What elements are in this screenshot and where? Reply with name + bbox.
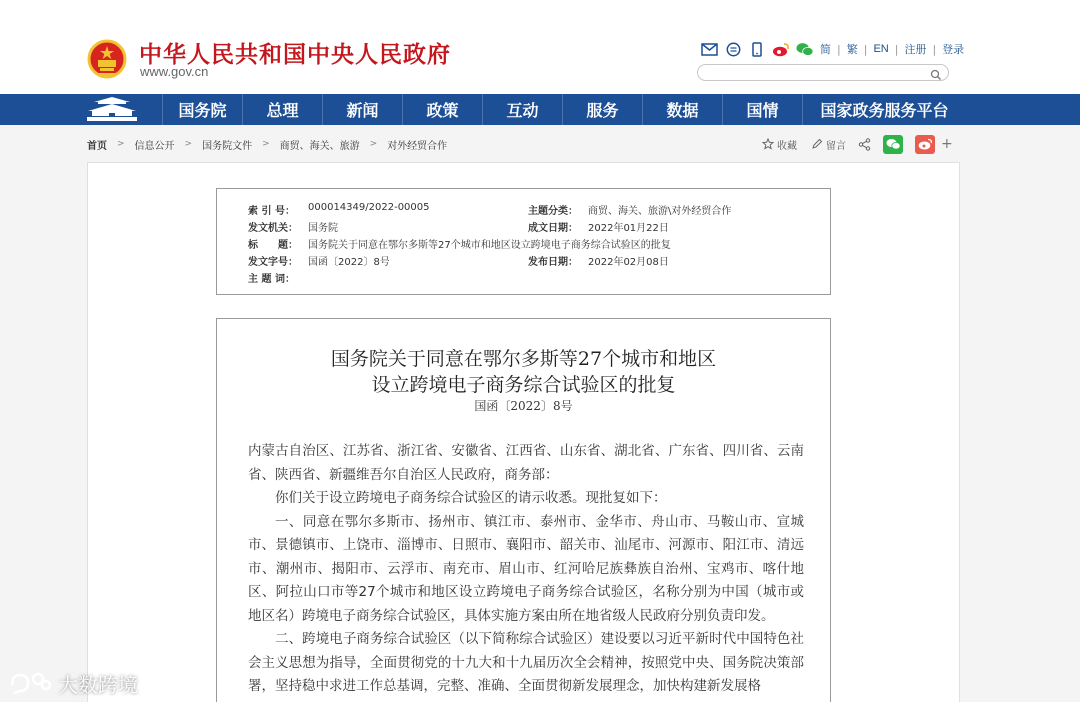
mail-icon[interactable]	[700, 41, 718, 57]
star-icon	[762, 138, 774, 150]
nav-item-national-info[interactable]: 国情	[722, 94, 802, 125]
site-url[interactable]: www.gov.cn	[140, 64, 209, 79]
meta-category-row	[528, 202, 731, 217]
meta-category-label: 主题分类：	[528, 206, 578, 217]
chat-icon[interactable]	[724, 41, 742, 57]
login-link[interactable]: 登录	[942, 44, 965, 56]
document-body	[216, 318, 831, 702]
meta-index-value: 000014349/2022-00005	[308, 202, 430, 213]
favorite-button[interactable]	[762, 137, 797, 152]
breadcrumb-state-council-docs[interactable]: 国务院文件	[202, 140, 253, 152]
english-link[interactable]: EN	[873, 43, 889, 55]
separator: |	[863, 42, 868, 56]
weibo-share-icon[interactable]	[915, 135, 935, 154]
register-link[interactable]: 注册	[904, 44, 927, 56]
weibo-icon[interactable]	[772, 41, 790, 57]
favorite-label: 收藏	[777, 140, 797, 152]
site-header	[0, 0, 1080, 94]
paragraph-intro: 你们关于设立跨境电子商务综合试验区的请示收悉。现批复如下：	[275, 490, 667, 506]
separator: |	[894, 42, 899, 56]
traditional-link[interactable]: 繁	[846, 44, 858, 56]
meta-category-value: 商贸、海关、旅游\对外经贸合作	[588, 206, 732, 217]
wechat-icon[interactable]	[796, 41, 814, 57]
paragraph-article-2: 二、跨境电子商务综合试验区（以下简称综合试验区）建设要以习近平新时代中国特色社会主义思想为指导，全面贯彻党的十九大和十九届历次全会精神，按照党中央、国务院决策部署，坚持稳中求进工作总基调，完整、准确、全面贯彻新发展理念，加快构建新发展格	[248, 631, 804, 694]
search-input[interactable]	[706, 70, 931, 85]
meta-published-date-label: 发布日期：	[528, 257, 578, 268]
meta-written-date-value: 2022年01月22日	[588, 223, 669, 234]
breadcrumb	[87, 137, 447, 151]
national-emblem-icon[interactable]	[87, 39, 127, 81]
document-title-line-2: 设立跨境电子商务综合试验区的批复	[371, 374, 676, 396]
comment-label: 留言	[826, 140, 846, 152]
document-title-line-1: 国务院关于同意在鄂尔多斯等27个城市和地区	[330, 348, 717, 370]
meta-keywords-label: 主 题 词：	[248, 274, 295, 285]
meta-index-row	[248, 202, 430, 217]
meta-keywords-row	[248, 270, 308, 285]
chevron-right-icon: >	[117, 139, 125, 149]
addressee-paragraph: 内蒙古自治区、江苏省、浙江省、安徽省、江西省、山东省、湖北省、广东省、四川省、云南省、陕西省、新疆维吾尔自治区人民政府，商务部：	[248, 443, 804, 483]
nav-item-interaction[interactable]: 互动	[482, 94, 562, 125]
meta-written-date-label: 成文日期：	[528, 223, 578, 234]
header-tools	[700, 40, 964, 58]
meta-issuer-row	[248, 219, 338, 234]
meta-issuer-value: 国务院	[308, 223, 338, 234]
pen-icon	[811, 138, 823, 150]
meta-published-date-value: 2022年02月08日	[588, 257, 669, 268]
document-number: 国函〔2022〕8号	[474, 399, 573, 413]
watermark	[8, 668, 138, 698]
main-nav	[0, 94, 1080, 125]
document-text	[248, 440, 804, 699]
more-share-icon[interactable]: +	[941, 136, 953, 152]
search-box	[697, 64, 949, 81]
nav-item-services[interactable]: 服务	[562, 94, 642, 125]
watermark-text: 大数跨境	[58, 672, 138, 697]
meta-docno-value: 国函〔2022〕8号	[308, 257, 390, 268]
separator: |	[837, 42, 841, 56]
tiananmen-icon[interactable]	[84, 96, 140, 123]
chevron-right-icon: >	[184, 139, 193, 149]
article-actions	[762, 134, 953, 154]
meta-index-label: 索 引 号：	[248, 206, 295, 217]
breadcrumb-trade-customs-tourism[interactable]: 商贸、海关、旅游	[279, 140, 360, 152]
mobile-icon[interactable]	[748, 41, 766, 57]
watermark-logo-icon	[8, 671, 52, 695]
comment-button[interactable]	[811, 137, 846, 152]
meta-title-row	[248, 236, 671, 251]
meta-docno-row	[248, 253, 390, 268]
nav-item-premier[interactable]: 总理	[242, 94, 322, 125]
site-name[interactable]: 中华人民共和国中央人民政府	[139, 41, 451, 68]
nav-item-data[interactable]: 数据	[642, 94, 722, 125]
share-icon[interactable]	[858, 138, 871, 151]
meta-published-date-row	[528, 253, 669, 268]
separator: |	[932, 42, 937, 56]
meta-written-date-row	[528, 219, 669, 234]
chevron-right-icon: >	[369, 139, 378, 149]
wechat-share-icon[interactable]	[883, 135, 903, 154]
breadcrumb-info-disclosure[interactable]: 信息公开	[134, 140, 175, 152]
meta-title-value: 国务院关于同意在鄂尔多斯等27个城市和地区设立跨境电子商务综合试验区的批复	[308, 240, 671, 251]
meta-docno-label: 发文字号：	[248, 257, 298, 268]
nav-item-policy[interactable]: 政策	[402, 94, 482, 125]
breadcrumb-home[interactable]: 首页	[87, 140, 107, 152]
meta-title-label: 标 题：	[248, 240, 298, 251]
breadcrumb-foreign-trade[interactable]: 对外经贸合作	[387, 140, 448, 152]
chevron-right-icon: >	[262, 139, 270, 149]
nav-item-service-platform[interactable]: 国家政务服务平台	[802, 94, 966, 125]
search-icon[interactable]	[930, 66, 942, 85]
nav-item-state-council[interactable]: 国务院	[162, 94, 242, 125]
document-metadata	[216, 188, 831, 295]
paragraph-article-1: 一、同意在鄂尔多斯市、扬州市、镇江市、泰州市、金华市、舟山市、马鞍山市、宣城市、景德镇市、上饶市、淄博市、日照市、襄阳市、韶关市、汕尾市、河源市、阳江市、清远市、潮州市、揭阳市、云浮市、南充市、眉山市、红河哈尼族彝族自治州、宝鸡市、喀什地区、阿拉山口市等27个城市和地区设立跨境电子商务综合试验区，名称分别为中国（城市或地区名）跨境电子商务综合试验区，具体实施方案由所在地省级人民政府分别负责印发。	[248, 513, 804, 624]
meta-issuer-label: 发文机关：	[248, 223, 298, 234]
simplified-link[interactable]: 简	[820, 44, 831, 56]
nav-item-news[interactable]: 新闻	[322, 94, 402, 125]
